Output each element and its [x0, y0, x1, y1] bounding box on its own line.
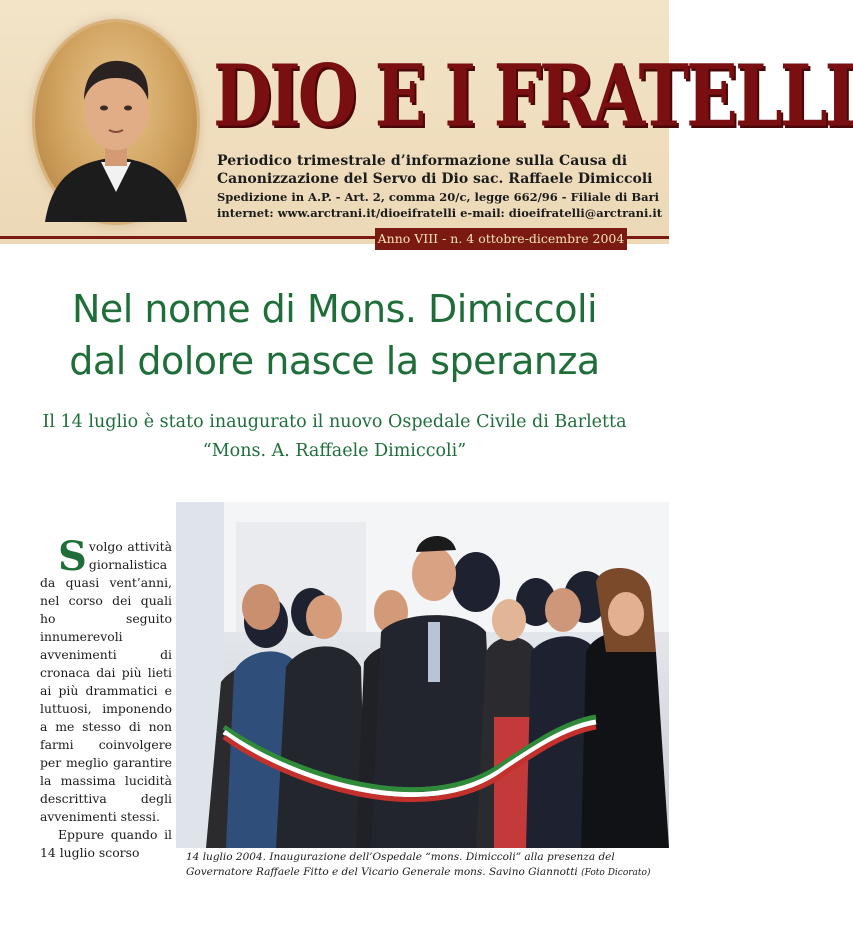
subheadline-line-1: Il 14 luglio è stato inaugurato il nuovo Ospedale Civile di Barletta: [42, 412, 627, 432]
event-photo: [176, 502, 669, 848]
article-paragraph-1: [40, 533, 172, 826]
masthead-shipping-info: Spedizione in A.P. - Art. 2, comma 20/c, legge 662/96 - Filiale di Bari: [217, 190, 659, 204]
photo-caption-text: 14 luglio 2004. Inaugurazione dell’Ospedale “mons. Dimiccoli” alla presenza del Governatore Raffaele Fitto e del Vicario Generale mons. Savino Giannotti: [186, 851, 615, 878]
masthead-title: DIO E I FRATELLI: [213, 46, 853, 147]
headline-line-2: dal dolore nasce la speranza: [69, 339, 600, 383]
article-paragraph-1-text: volgo attività giornalistica da quasi vent’anni, nel corso dei quali ho seguito innumerevoli avvenimenti di cronaca dai più lieti ai più drammatici e luttuosi, imponendo a me stesso di non farmi coinvolgere per meglio garantire la massima lucidità descrittiva degli avvenimenti stessi.: [40, 539, 172, 824]
masthead-subtitle-1: Periodico trimestrale d’informazione sulla Causa di: [217, 153, 628, 169]
article-column: [40, 533, 172, 862]
issue-badge: Anno VIII - n. 4 ottobre-dicembre 2004: [375, 228, 627, 250]
drop-cap: S: [58, 533, 87, 580]
headline-line-1: Nel nome di Mons. Dimiccoli: [71, 287, 598, 331]
event-photo-scene: [176, 502, 669, 848]
photo-caption: [186, 850, 656, 881]
subheadline-line-2: “Mons. A. Raffaele Dimiccoli”: [202, 441, 467, 461]
article-paragraph-2: Eppure quando il 14 luglio scorso: [40, 827, 172, 860]
portrait-figure: [35, 22, 197, 222]
masthead: [0, 0, 853, 244]
masthead-subtitle-2: Canonizzazione del Servo di Dio sac. Raffaele Dimiccoli: [217, 171, 653, 187]
masthead-contact-info: internet: www.arctrani.it/dioeifratelli e-mail: dioeifratelli@arctrani.it: [217, 206, 663, 220]
headline: [0, 283, 669, 387]
subheadline: [0, 408, 669, 466]
portrait-image: [35, 22, 197, 222]
photo-credit: (Foto Dicorato): [581, 868, 651, 878]
